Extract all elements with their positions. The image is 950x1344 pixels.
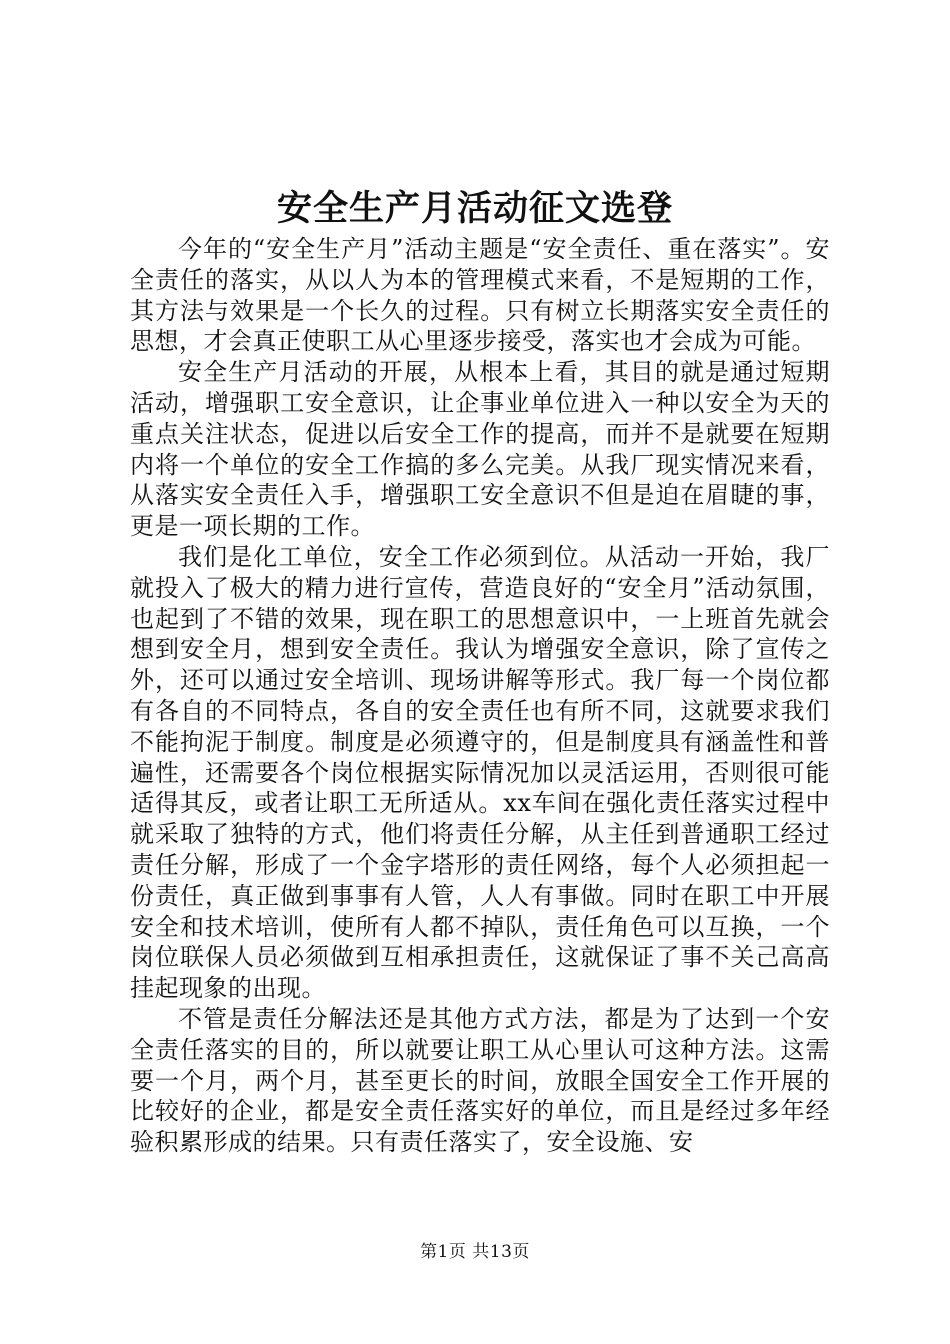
paragraph: 我们是化工单位，安全工作必须到位。从活动一开始，我厂就投入了极大的精力进行宣传，营造良好的“安全月”活动氛围，也起到了不错的效果，现在职工的思想意识中，一上班首先就会想到安全月，想到安全责任。我认为增强安全意识，除了宣传之外，还可以通过安全培训、现场讲解等形式。我厂每一个岗位都有各自的不同特点，各自的安全责任也有所不同，这就要求我们不能拘泥于制度。制度是必须遵守的，但是制度具有涵盖性和普遍性，还需要各个岗位根据实际情况加以灵活运用，否则很可能适得其反，或者让职工无所适从。xx车间在强化责任落实过程中就采取了独特的方式，他们将责任分解，从主任到普通职工经过责任分解，形成了一个金字塔形的责任网络，每个人必须担起一份责任，真正做到事事有人管，人人有事做。同时在职工中开展安全和技术培训，使所有人都不掉队，责任角色可以互换，一个岗位联保人员必须做到互相承担责任，这就保证了事不关己高高挂起现象的出现。	[130, 542, 830, 1003]
paragraph: 不管是责任分解法还是其他方式方法，都是为了达到一个安全责任落实的目的，所以就要让职工从心里认可这种方法。这需要一个月，两个月，甚至更长的时间，放眼全国安全工作开展的比较好的企业，都是安全责任落实好的单位，而且是经过多年经验积累形成的结果。只有责任落实了，安全设施、安	[130, 1004, 830, 1157]
paragraph: 今年的“安全生产月”活动主题是“安全责任、重在落实”。安全责任的落实，从以人为本的管理模式来看，不是短期的工作，其方法与效果是一个长久的过程。只有树立长期落实安全责任的思想，才会真正使职工从心里逐步接受，落实也才会成为可能。	[130, 235, 830, 356]
document-body	[130, 234, 830, 1158]
paragraph: 安全生产月活动的开展，从根本上看，其目的就是通过短期活动，增强职工安全意识，让企事业单位进入一种以安全为天的重点关注状态，促进以后安全工作的提高，而并不是就要在短期内将一个单位的安全工作搞的多么完美。从我厂现实情况来看，从落实安全责任入手，增强职工安全意识不但是迫在眉睫的事，更是一项长期的工作。	[130, 358, 830, 541]
page-number-footer: 第1页 共13页	[420, 1242, 530, 1262]
document-title: 安全生产月活动征文选登	[276, 188, 673, 229]
